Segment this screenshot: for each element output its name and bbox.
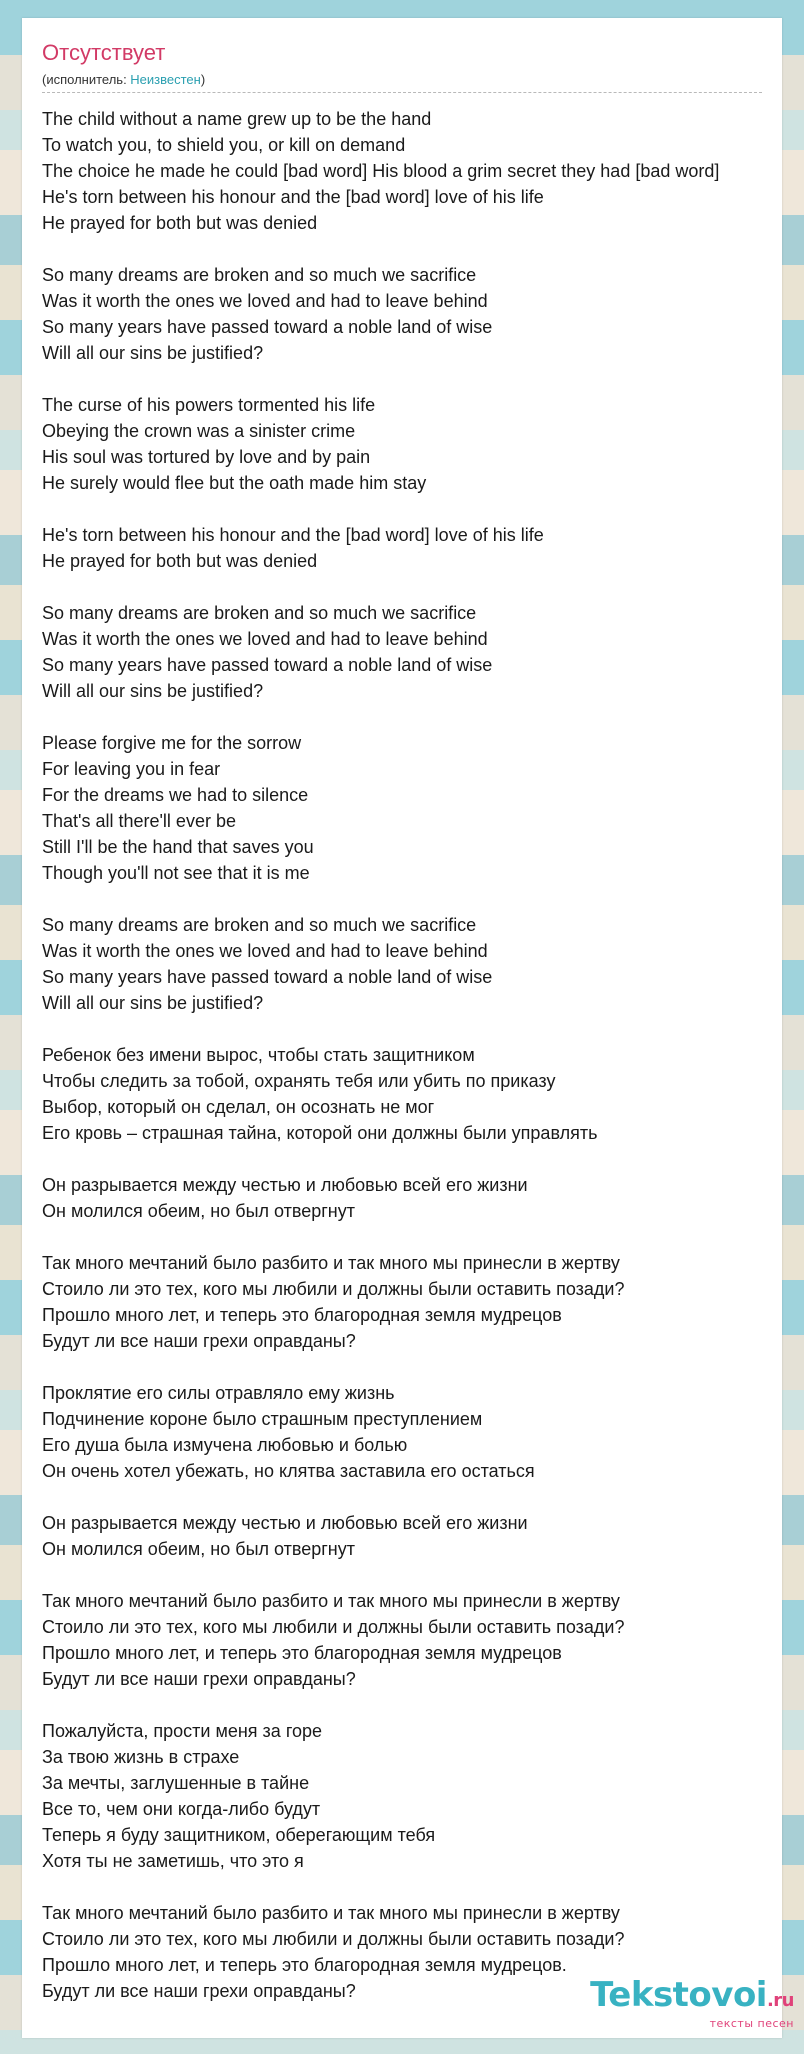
stanza (42, 522, 802, 574)
lyric-line: Его душа была измучена любовью и болью (42, 1435, 408, 1455)
lyric-line: That's all there'll ever be (42, 811, 236, 831)
stanza (42, 1380, 802, 1484)
lyric-line: Чтобы следить за тобой, охранять тебя или убить по приказу (42, 1071, 556, 1091)
stanza (42, 1718, 802, 1874)
lyric-line: Стоило ли это тех, кого мы любили и должны были оставить позади? (42, 1929, 625, 1949)
site-logo[interactable] (590, 1977, 794, 2030)
lyric-line: So many dreams are broken and so much we sacrifice (42, 915, 477, 935)
logo-tld: .ru (766, 1990, 794, 2011)
stanza (42, 392, 802, 496)
lyric-line: So many dreams are broken and so much we sacrifice (42, 603, 477, 623)
artist-prefix: (исполнитель: (42, 72, 131, 87)
stanza (42, 912, 802, 1016)
artist-suffix: ) (200, 72, 206, 87)
lyric-line: Проклятие его силы отравляло ему жизнь (42, 1383, 395, 1403)
lyric-line: Он молился обеим, но был отвергнут (42, 1539, 355, 1559)
lyric-line: Выбор, который он сделал, он осознать не мог (42, 1097, 435, 1117)
lyric-line: Прошло много лет, и теперь это благородная земля мудрецов (42, 1643, 562, 1663)
lyric-line: Так много мечтаний было разбито и так много мы принесли в жертву (42, 1591, 620, 1611)
lyric-line: Будут ли все наши грехи оправданы? (42, 1981, 356, 2001)
stanza (42, 1172, 802, 1224)
lyric-line: Все то, чем они когда-либо будут (42, 1799, 321, 1819)
lyric-line: Так много мечтаний было разбито и так много мы принесли в жертву (42, 1903, 620, 1923)
stanza (42, 600, 802, 704)
lyric-line: Прошло много лет, и теперь это благородная земля мудрецов (42, 1305, 562, 1325)
lyric-line: Ребенок без имени вырос, чтобы стать защитником (42, 1045, 475, 1065)
lyric-line: Он разрывается между честью и любовью всей его жизни (42, 1175, 528, 1195)
artist-line (42, 72, 205, 88)
lyric-line: The child without a name grew up to be the hand (42, 109, 432, 129)
lyric-line: За твою жизнь в страхе (42, 1747, 240, 1767)
stanza (42, 1250, 802, 1354)
stanza (42, 1510, 802, 1562)
divider (42, 92, 762, 93)
lyric-line: Стоило ли это тех, кого мы любили и должны были оставить позади? (42, 1279, 625, 1299)
lyric-line: Will all our sins be justified? (42, 343, 264, 363)
lyric-line: So many years have passed toward a noble land of wise (42, 317, 493, 337)
stanza (42, 1042, 802, 1146)
lyric-line: For leaving you in fear (42, 759, 221, 779)
stanza (42, 730, 802, 886)
lyric-line: He prayed for both but was denied (42, 551, 318, 571)
lyric-line: He prayed for both but was denied (42, 213, 318, 233)
lyric-line: Will all our sins be justified? (42, 681, 264, 701)
logo-name: Tekstovoi (590, 1975, 767, 2015)
artist-link[interactable]: Неизвестен (130, 72, 201, 87)
lyrics-card (22, 18, 782, 2038)
lyric-line: Obeying the crown was a sinister crime (42, 421, 356, 441)
lyric-line: Still I'll be the hand that saves you (42, 837, 314, 857)
lyric-line: Он молился обеим, но был отвергнут (42, 1201, 355, 1221)
song-title: Отсутствует (42, 40, 166, 65)
lyric-line: So many years have passed toward a noble land of wise (42, 655, 493, 675)
lyric-line: Was it worth the ones we loved and had to leave behind (42, 629, 488, 649)
lyric-line: Прошло много лет, и теперь это благородная земля мудрецов. (42, 1955, 567, 1975)
lyric-line: Его кровь – страшная тайна, которой они должны были управлять (42, 1123, 598, 1143)
lyric-line: Подчинение короне было страшным преступлением (42, 1409, 483, 1429)
lyric-line: Стоило ли это тех, кого мы любили и должны были оставить позади? (42, 1617, 625, 1637)
lyric-line: Он разрывается между честью и любовью всей его жизни (42, 1513, 528, 1533)
lyric-line: His soul was tortured by love and by pain (42, 447, 371, 467)
lyric-line: Please forgive me for the sorrow (42, 733, 302, 753)
lyric-line: For the dreams we had to silence (42, 785, 309, 805)
stanza (42, 262, 802, 366)
lyric-line: Пожалуйста, прости меня за горе (42, 1721, 323, 1741)
stanza (42, 1588, 802, 1692)
lyric-line: Так много мечтаний было разбито и так много мы принесли в жертву (42, 1253, 620, 1273)
lyric-line: Будут ли все наши грехи оправданы? (42, 1669, 356, 1689)
lyric-line: He surely would flee but the oath made him stay (42, 473, 427, 493)
lyric-line: За мечты, заглушенные в тайне (42, 1773, 310, 1793)
lyric-line: Was it worth the ones we loved and had to leave behind (42, 941, 488, 961)
lyric-line: Though you'll not see that it is me (42, 863, 310, 883)
lyric-line: The choice he made he could [bad word] His blood a grim secret they had [bad word] (42, 161, 720, 181)
lyric-line: So many dreams are broken and so much we sacrifice (42, 265, 477, 285)
lyric-line: Хотя ты не заметишь, что это я (42, 1851, 304, 1871)
lyric-line: To watch you, to shield you, or kill on demand (42, 135, 406, 155)
lyric-line: So many years have passed toward a noble land of wise (42, 967, 493, 987)
stanza (42, 106, 802, 236)
lyric-line: Теперь я буду защитником, оберегающим тебя (42, 1825, 436, 1845)
lyric-line: Will all our sins be justified? (42, 993, 264, 1013)
lyric-line: He's torn between his honour and the [bad word] love of his life (42, 187, 544, 207)
logo-tagline: тексты песен (709, 2017, 794, 2030)
lyric-line: The curse of his powers tormented his life (42, 395, 376, 415)
lyric-line: Будут ли все наши грехи оправданы? (42, 1331, 356, 1351)
lyric-line: Он очень хотел убежать, но клятва заставила его остаться (42, 1461, 535, 1481)
lyric-line: Was it worth the ones we loved and had to leave behind (42, 291, 488, 311)
lyrics-body (42, 106, 802, 2030)
lyric-line: He's torn between his honour and the [bad word] love of his life (42, 525, 544, 545)
